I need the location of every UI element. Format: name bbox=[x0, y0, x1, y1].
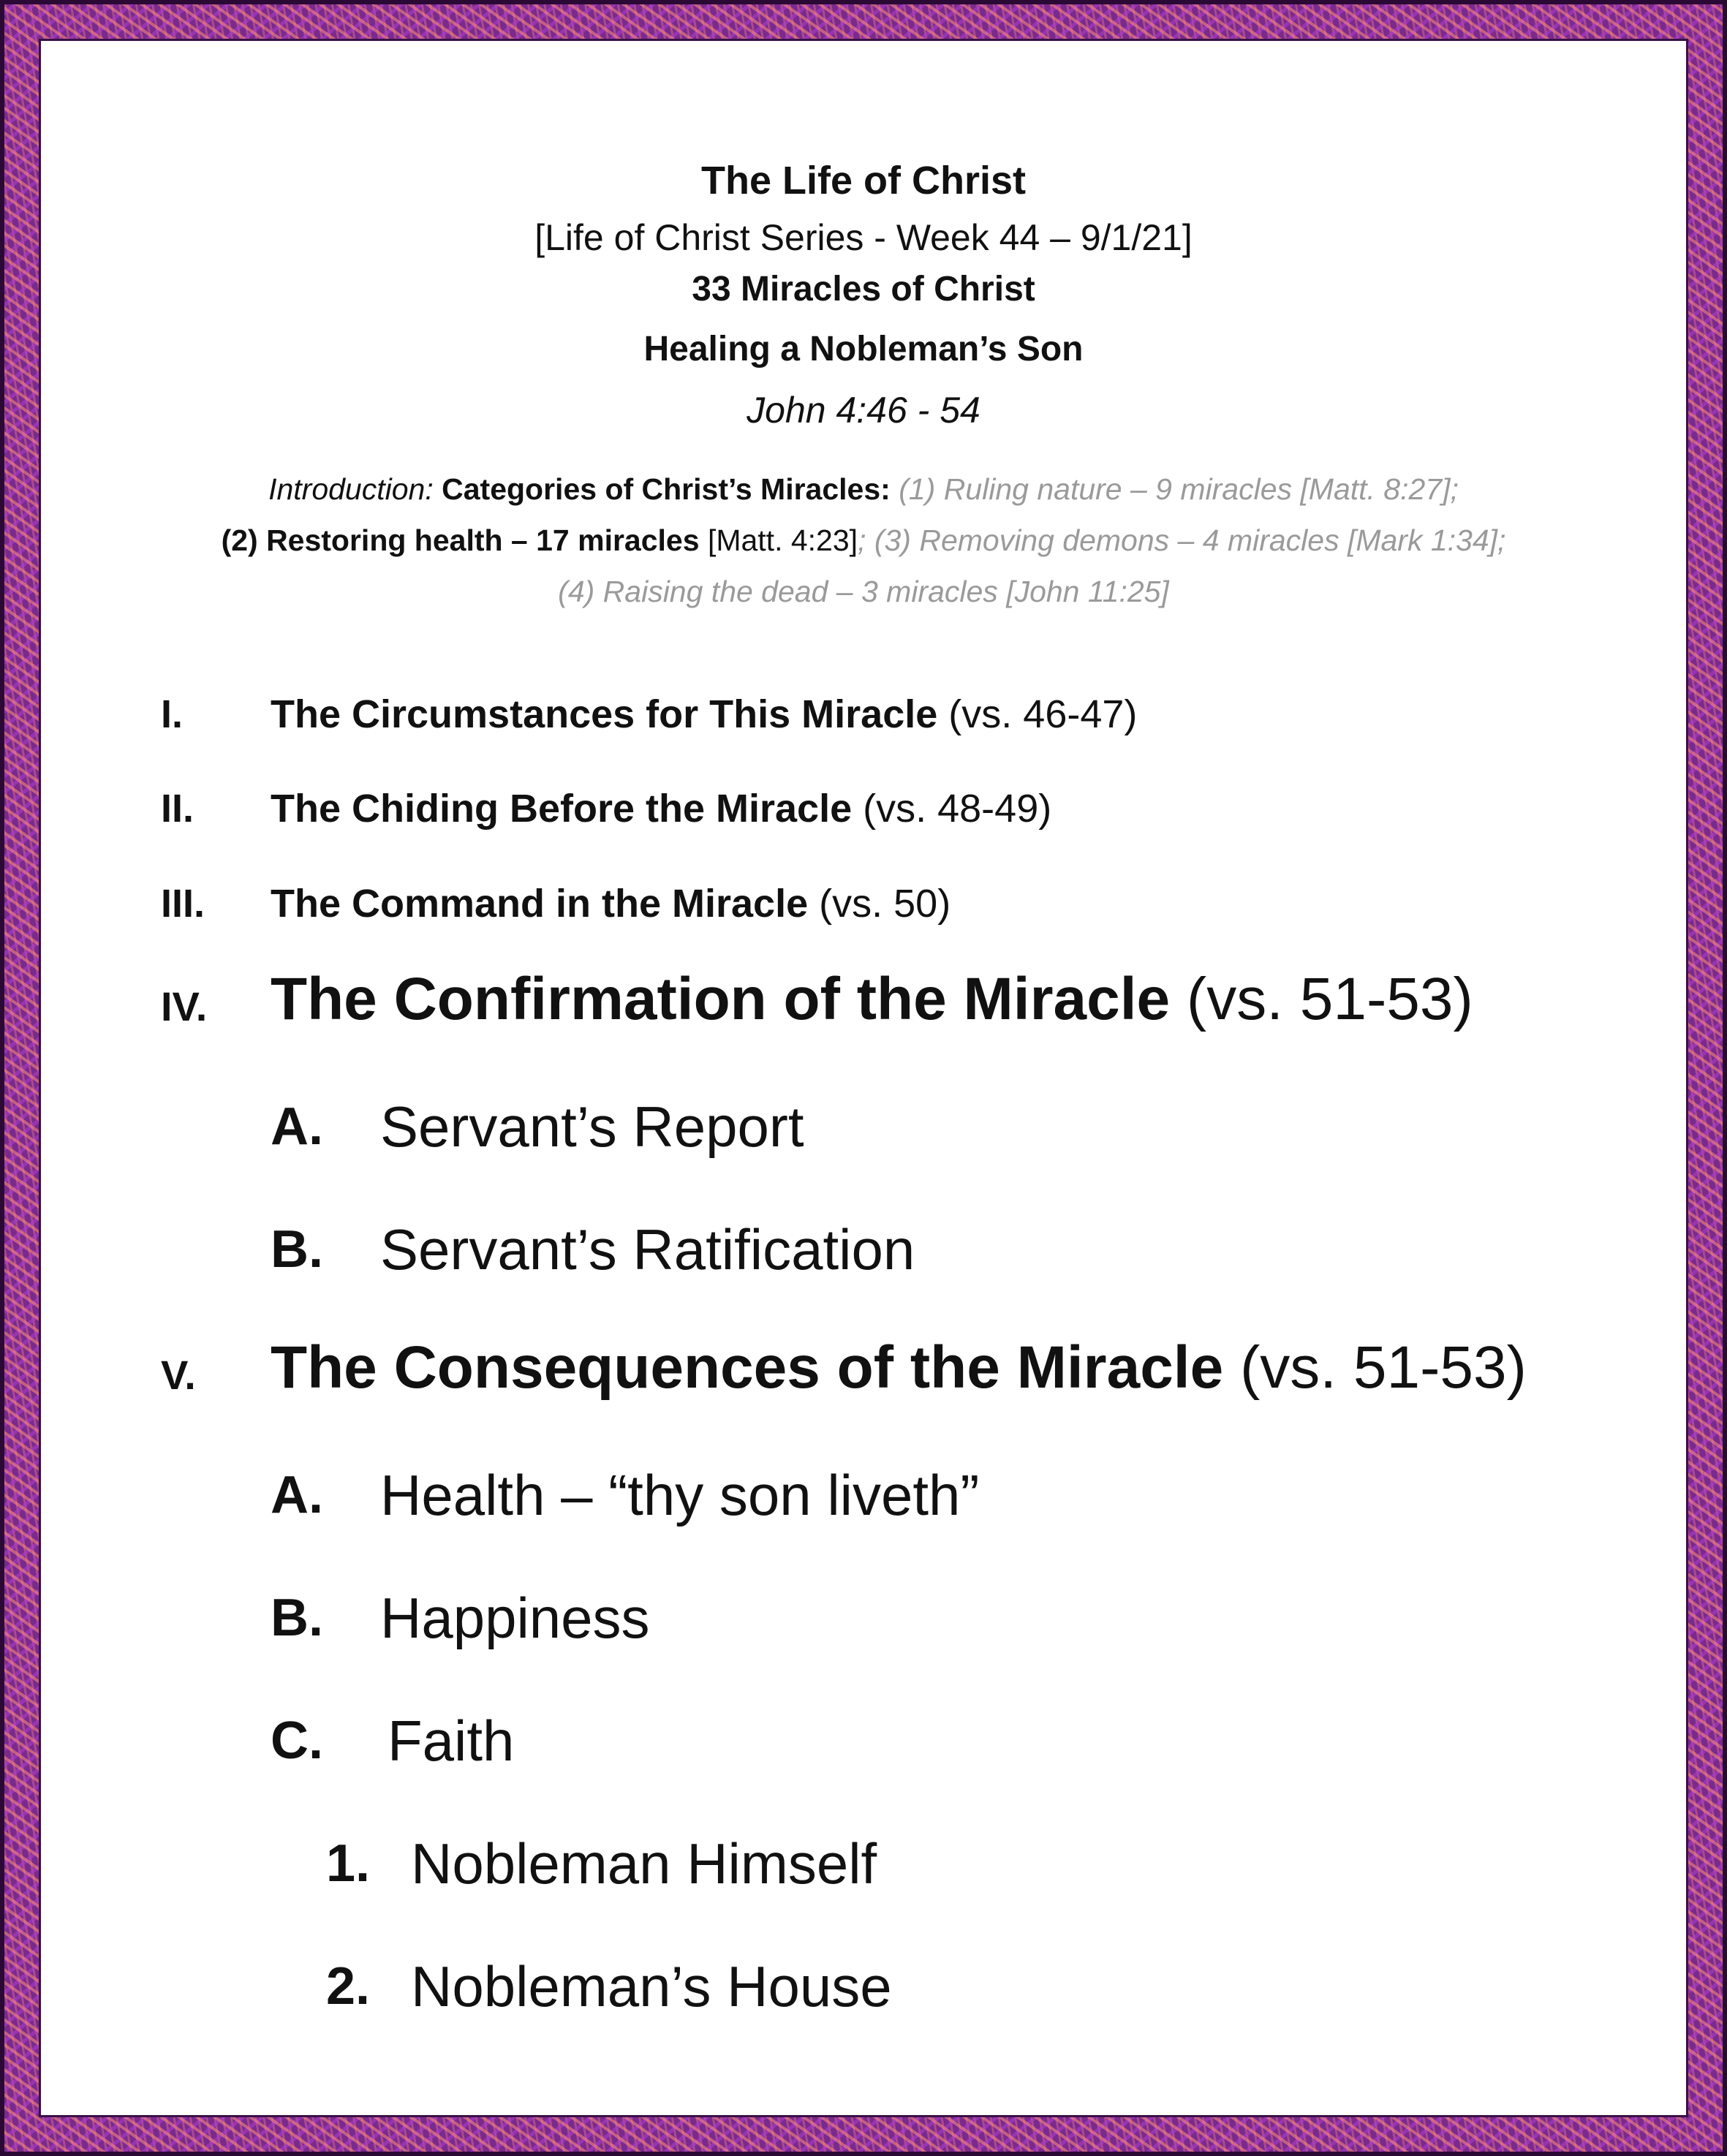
scripture-reference: John 4:46 - 54 bbox=[747, 390, 980, 431]
point-4b-text: Servant’s Ratification bbox=[380, 1217, 915, 1282]
point-5-text bbox=[271, 1334, 1527, 1402]
point-5b-letter: B. bbox=[271, 1589, 323, 1647]
point-5c-text: Faith bbox=[388, 1709, 515, 1773]
point-5b-text: Happiness bbox=[380, 1586, 650, 1650]
point-5a-text: Health – “thy son liveth” bbox=[380, 1463, 980, 1527]
introduction-line-1 bbox=[41, 464, 1686, 515]
point-5a-letter: A. bbox=[271, 1466, 323, 1524]
point-1-reference: (vs. 46-47) bbox=[948, 692, 1138, 736]
point-4-number: IV. bbox=[161, 983, 208, 1029]
point-5c1-text: Nobleman Himself bbox=[411, 1831, 877, 1896]
sermon-title: Healing a Nobleman’s Son bbox=[643, 330, 1084, 368]
category-3: ; (3) Removing demons – 4 miracles [Mark 1:34]; bbox=[858, 523, 1506, 557]
series-line: [Life of Christ Series - Week 44 – 9/1/21] bbox=[534, 217, 1193, 258]
point-5-reference: (vs. 51-53) bbox=[1240, 1334, 1527, 1401]
point-4a-text: Servant’s Report bbox=[380, 1094, 804, 1159]
category-2: (2) Restoring health – 17 miracles bbox=[221, 523, 700, 557]
point-4-text bbox=[271, 965, 1473, 1034]
document-page bbox=[41, 41, 1686, 2115]
introduction-line-2 bbox=[41, 515, 1686, 566]
point-5c2-text: Nobleman’s House bbox=[411, 1954, 892, 2019]
category-4: (4) Raising the dead – 3 miracles [John 11:25] bbox=[558, 575, 1169, 608]
point-1-text bbox=[271, 692, 1137, 737]
subtitle: 33 Miracles of Christ bbox=[692, 270, 1035, 309]
point-3-number: III. bbox=[161, 882, 205, 926]
point-4a-letter: A. bbox=[271, 1097, 323, 1156]
point-4-title: The Confirmation of the Miracle bbox=[271, 966, 1171, 1032]
point-4-reference: (vs. 51-53) bbox=[1186, 966, 1473, 1032]
point-2-number: II. bbox=[161, 787, 194, 831]
point-5-number: V. bbox=[161, 1352, 196, 1398]
introduction-line-3 bbox=[41, 566, 1686, 617]
categories-label: Categories of Christ’s Miracles: bbox=[442, 472, 891, 506]
point-4b-letter: B. bbox=[271, 1220, 323, 1279]
point-3-reference: (vs. 50) bbox=[819, 882, 951, 926]
point-1-number: I. bbox=[161, 692, 184, 736]
point-1-title: The Circumstances for This Miracle bbox=[271, 692, 938, 736]
document-title: The Life of Christ bbox=[701, 159, 1026, 203]
point-3-text bbox=[271, 881, 951, 926]
point-5c-letter: C. bbox=[271, 1711, 323, 1770]
category-2-reference: [Matt. 4:23] bbox=[707, 523, 858, 557]
introduction-label: Introduction: bbox=[268, 472, 434, 506]
point-5c2-number: 2. bbox=[326, 1957, 371, 2016]
point-3-title: The Command in the Miracle bbox=[271, 882, 809, 926]
category-1: (1) Ruling nature – 9 miracles [Matt. 8:27]; bbox=[899, 472, 1459, 506]
point-2-reference: (vs. 48-49) bbox=[863, 787, 1052, 831]
point-2-text bbox=[271, 786, 1051, 831]
point-5c1-number: 1. bbox=[326, 1834, 371, 1893]
point-2-title: The Chiding Before the Miracle bbox=[271, 787, 853, 831]
point-5-title: The Consequences of the Miracle bbox=[271, 1334, 1224, 1401]
